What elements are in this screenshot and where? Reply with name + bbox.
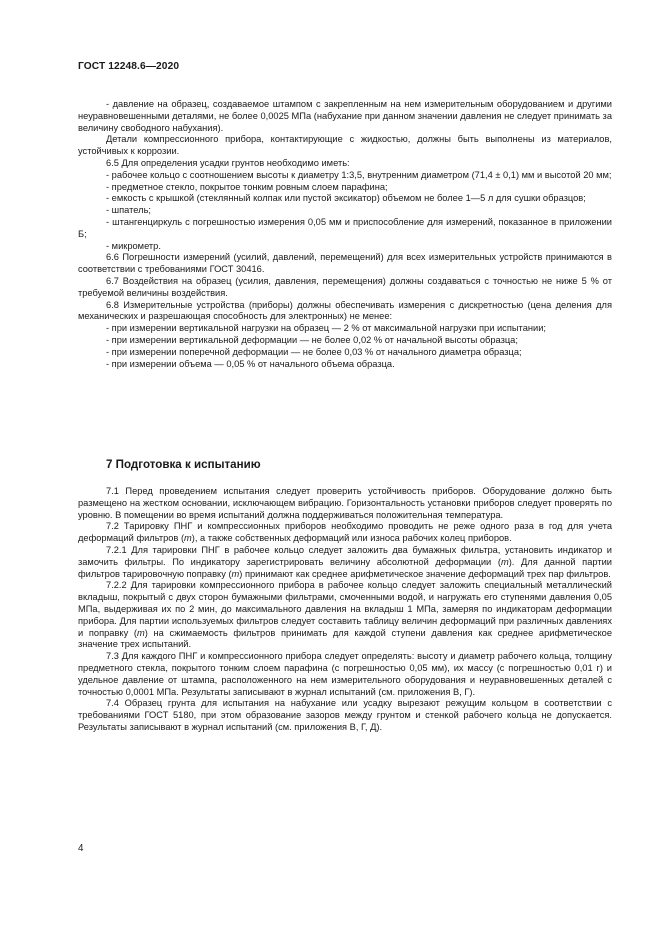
section-6-continuation	[78, 99, 612, 370]
paragraph-7-1: 7.1 Перед проведением испытания следует проверить устойчивость приборов. Оборудование должно быть размещено на жестком основании, исключающем вибрацию. Горизонтальность установки приборов следует проверять по уровню. В помещении во время испытаний должна поддерживаться положительная температура.	[78, 486, 612, 520]
list-item: - штангенциркуль с погрешностью измерения 0,05 мм и приспособление для измерений, показанное в приложении Б;	[78, 216, 612, 239]
list-item: - при измерении объема — 0,05 % от начального объема образца.	[106, 358, 395, 369]
paragraph-7-4: 7.4 Образец грунта для испытания на набухание или усадку вырезают режущим кольцом в соответствии с требованиями ГОСТ 5180, при этом образование зазоров между грунтом и стенкой рабочего кольца не допускается. Результаты записывают в журнал испытаний (см. приложения В, Г, Д).	[78, 698, 612, 732]
section-heading: 7 Подготовка к испытанию	[106, 458, 261, 471]
paragraph-7-3: 7.3 Для каждого ПНГ и компрессионного прибора следует определять: высоту и диаметр рабочего кольца, толщину предметного стекла, покрытого тонким слоем парафина (с погрешностью 0,05 мм), их массу (с погрешностью 0,01 г) и удельное давление от штампа, расположенного на нем измерительного оборудования и неуравновешенных деталей с точностью 0,0001 МПа. Результаты записывают в журнал испытаний (см. приложения В, Г).	[78, 651, 612, 697]
paragraph: - давление на образец, создаваемое штампом с закрепленным на нем измерительным оборудованием и другими неуравновешенными деталями, не более 0,0025 МПа (набухание при данном значении давления не следует принимать за величину свободного набухания).	[78, 99, 612, 133]
section-7-body	[78, 486, 612, 734]
paragraph: 6.6 Погрешности измерений (усилий, давлений, перемещений) для всех измерительных устройств принимаются в соответствии с требованиями ГОСТ 30416.	[78, 252, 612, 275]
list-item: - рабочее кольцо с соотношением высоты к диаметру 1:3,5, внутренним диаметром (71,4 ± 0,1) мм и высотой 20 мм;	[106, 169, 612, 180]
paragraph: 6.5 Для определения усадки грунтов необходимо иметь:	[106, 157, 350, 168]
list-item: - микрометр.	[106, 240, 161, 251]
paragraph: 6.8 Измерительные устройства (приборы) должны обеспечивать измерения с дискретностью (цена деления для механических и разрешающая способность для электронных) не менее:	[78, 299, 612, 322]
list-item: - емкость с крышкой (стеклянный колпак или пустой эксикатор) объемом не более 1—5 л для сушки образцов;	[106, 193, 586, 204]
list-item: - предметное стекло, покрытое тонким ровным слоем парафина;	[106, 181, 388, 192]
paragraph-7-2-1: 7.2.1 Для тарировки ПНГ в рабочее кольцо следует заложить два бумажных фильтра, установить индикатор и замочить фильтры. По индикатору зарегистрировать величину абсолютной деформации (m). Для данной партии фильтров тарировочную поправку (m) принимают как среднее арифметическое значение деформаций трех пар фильтров.	[78, 544, 612, 579]
paragraph-7-2: 7.2 Тарировку ПНГ и компрессионных приборов необходимо проводить не реже одного раза в год для учета деформаций фильтров (m), а также собственных деформаций или износа рабочих колец приборов.	[78, 521, 612, 544]
list-item: - при измерении вертикальной нагрузки на образец — 2 % от максимальной нагрузки при испытании;	[106, 323, 546, 334]
paragraph-7-2-2: 7.2.2 Для тарировки компрессионного прибора в рабочее кольцо следует заложить специальный металлический вкладыш, покрытый с двух сторон бумажными фильтрами, смоченными водой, и нагружать его ступенями давления 0,05 МПа, выдерживая их по 2 мин, до максимального давления на вкладыш 1 МПа, замеряя по индикаторам деформации прибора. Для партии используемых фильтров следует составить таблицу величин деформаций при различных давлениях и поправку (m) на сжимаемость фильтров принимать для каждой ступени давления как среднее арифметическое значение трех испытаний.	[78, 580, 612, 650]
paragraph: 6.7 Воздействия на образец (усилия, давления, перемещения) должны создаваться с точностью не ниже 5 % от требуемой величины воздействия.	[78, 275, 612, 298]
list-item: - шпатель;	[106, 205, 152, 216]
paragraph: Детали компрессионного прибора, контактирующие с жидкостью, должны быть выполнены из материалов, устойчивых к коррозии.	[78, 134, 612, 157]
list-item: - при измерении вертикальной деформации — не более 0,02 % от начальной высоты образца;	[106, 334, 518, 345]
page-number: 4	[78, 843, 84, 854]
list-item: - при измерении поперечной деформации — не более 0,03 % от начального диаметра образца;	[106, 346, 522, 357]
document-header: ГОСТ 12248.6—2020	[78, 61, 180, 72]
